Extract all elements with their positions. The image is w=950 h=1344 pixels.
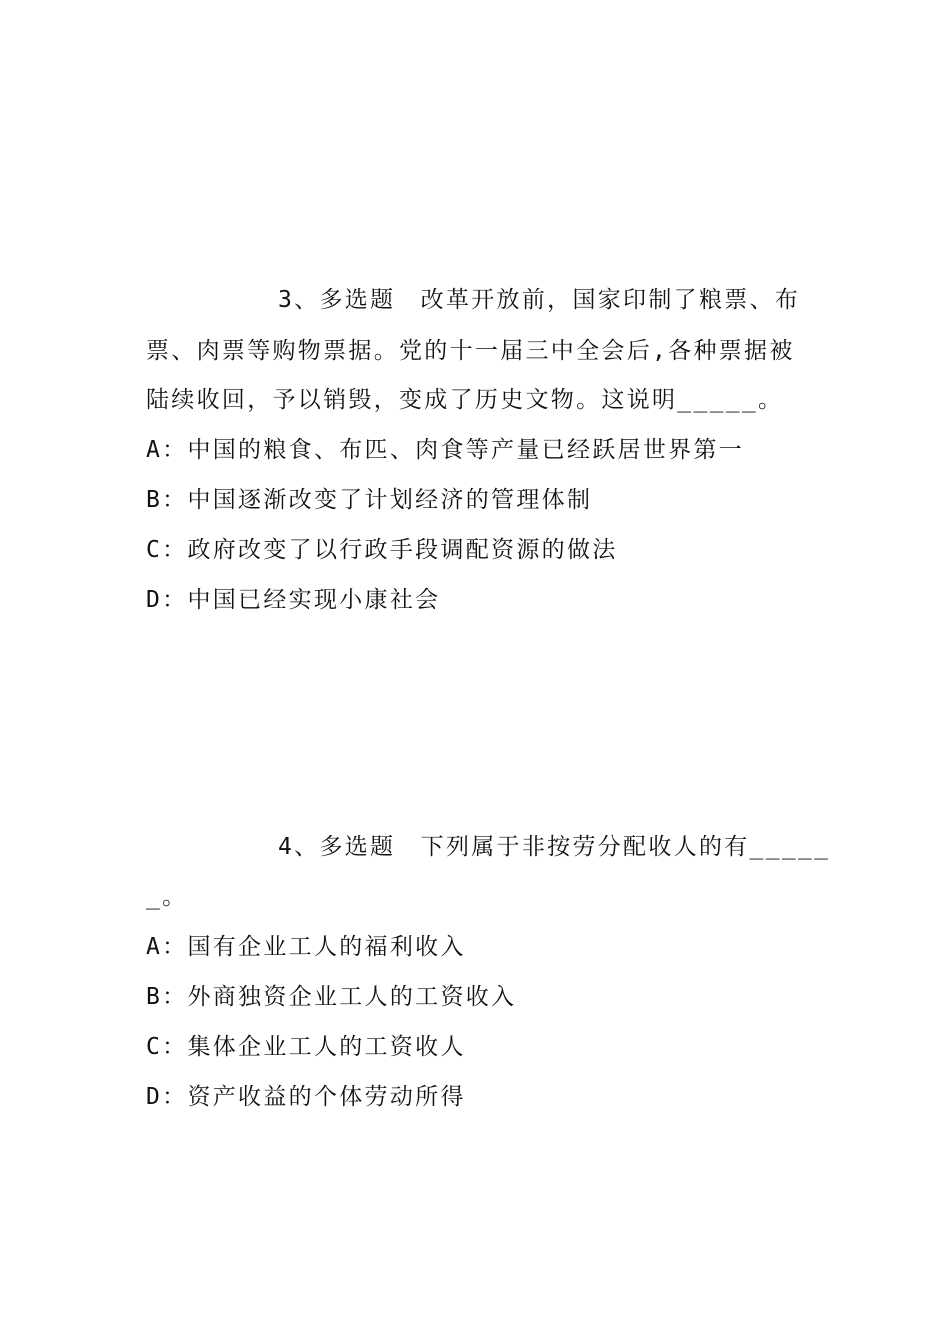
question-4-option-b: B：外商独资企业工人的工资收入 xyxy=(146,984,517,1010)
question-3-option-b: B：中国逐渐改变了计划经济的管理体制 xyxy=(146,487,593,513)
question-4-option-a: A：国有企业工人的福利收入 xyxy=(146,934,466,960)
question-3-option-c: C：政府改变了以行政手段调配资源的做法 xyxy=(146,537,618,563)
question-4-option-d: D：资产收益的个体劳动所得 xyxy=(146,1084,466,1110)
question-3-option-a: A：中国的粮食、布匹、肉食等产量已经跃居世界第一 xyxy=(146,437,745,463)
question-4-stem-line-2: _。 xyxy=(146,884,188,910)
question-3-stem-line-2: 票、肉票等购物票据。党的十一届三中全会后,各种票据被 xyxy=(146,338,795,364)
question-4-option-c: C：集体企业工人的工资收人 xyxy=(146,1034,466,1060)
question-4-stem-line-1: 4、多选题 下列属于非按劳分配收人的有_____ xyxy=(278,834,831,860)
question-3-stem-line-3: 陆续收回，予以销毁，变成了历史文物。这说明_____。 xyxy=(146,387,784,413)
question-3-option-d: D：中国已经实现小康社会 xyxy=(146,587,441,613)
question-3-stem-line-1: 3、多选题 改革开放前，国家印制了粮票、布 xyxy=(278,287,801,313)
